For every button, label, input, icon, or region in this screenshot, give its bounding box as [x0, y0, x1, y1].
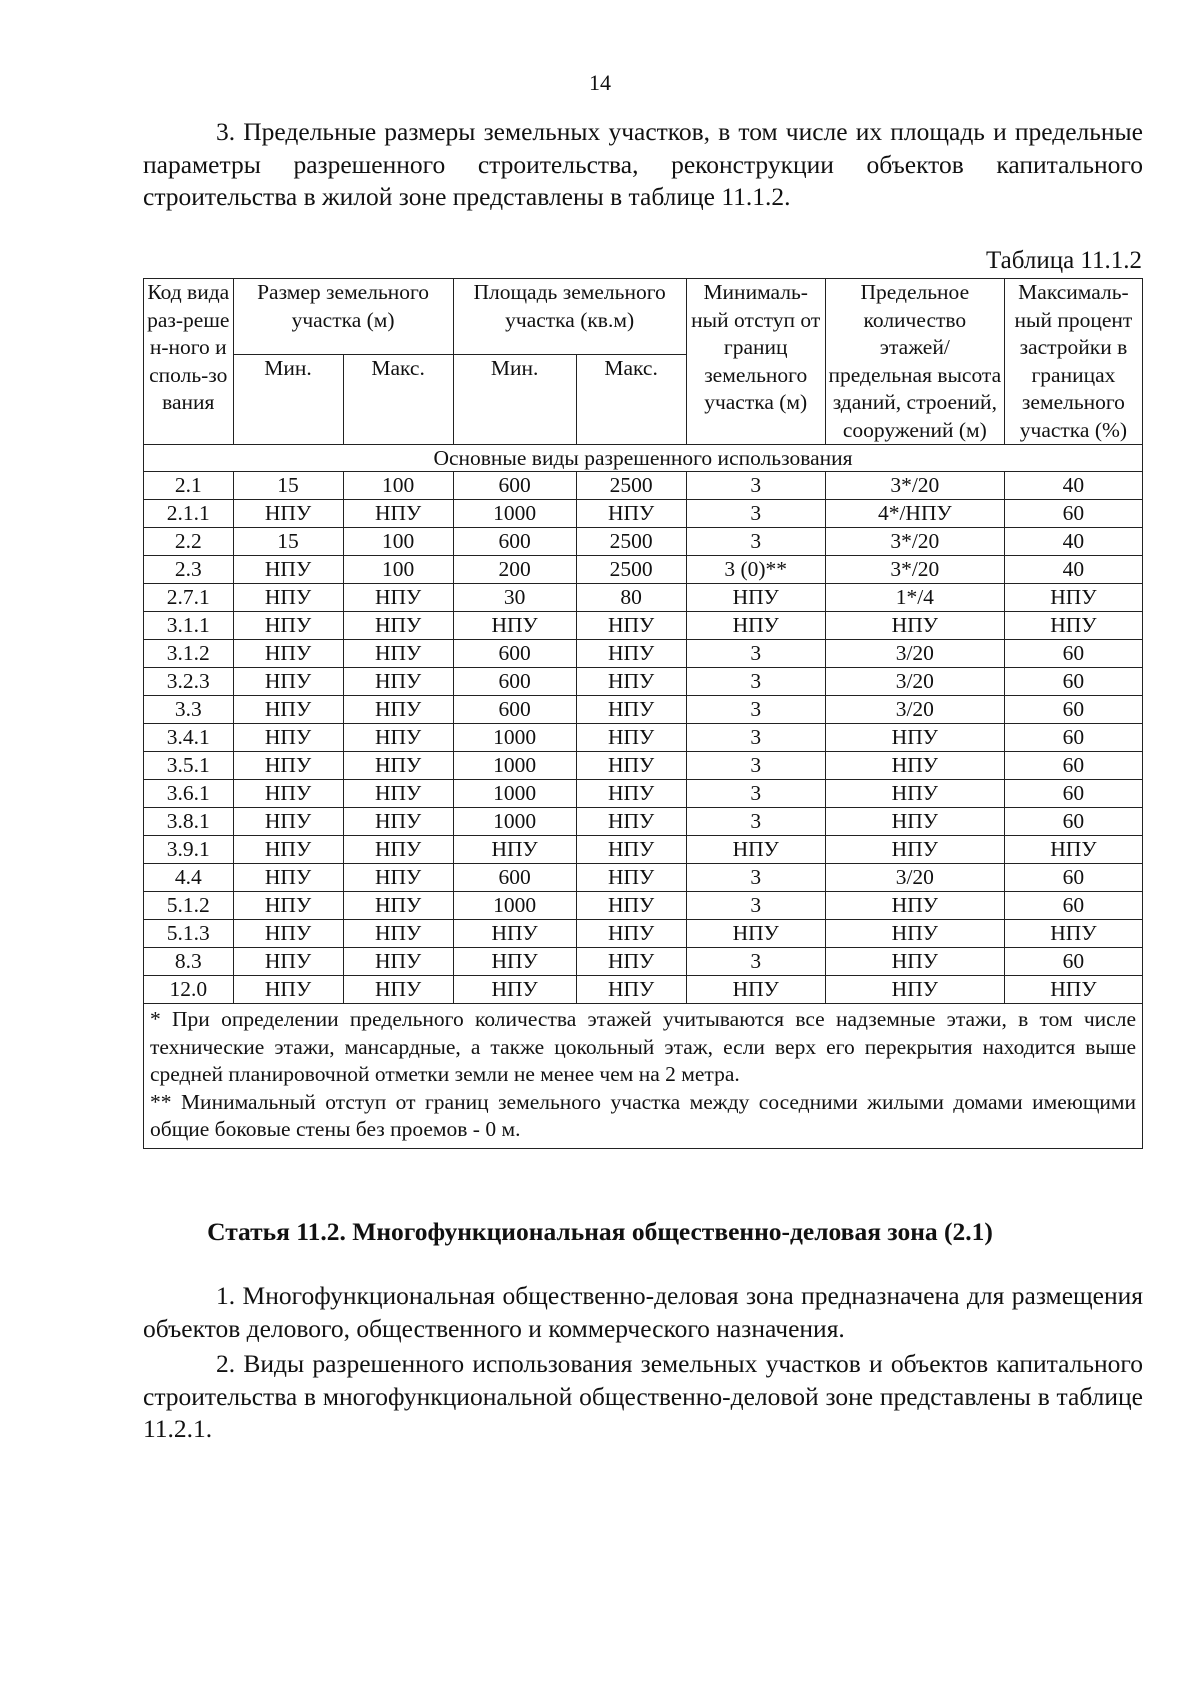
cell-floors: НПУ: [825, 948, 1004, 976]
cell-floors: 3/20: [825, 696, 1004, 724]
table-row: [144, 528, 1143, 556]
cell-coverage: 60: [1004, 808, 1142, 836]
cell-code: 3.2.3: [144, 668, 234, 696]
cell-floors: НПУ: [825, 752, 1004, 780]
cell-plot-area-min: 600: [453, 864, 576, 892]
cell-plot-area-max: НПУ: [576, 836, 686, 864]
cell-plot-area-max: НПУ: [576, 808, 686, 836]
cell-plot-size-min: 15: [233, 528, 343, 556]
cell-coverage: НПУ: [1004, 584, 1142, 612]
table-row: [144, 752, 1143, 780]
cell-setback: 3: [686, 696, 825, 724]
table-header-row: [144, 279, 1143, 355]
cell-floors: НПУ: [825, 780, 1004, 808]
table-row: [144, 976, 1143, 1004]
cell-plot-size-max: 100: [343, 472, 453, 500]
header-plot-area: Площадь земельного участка (кв.м): [453, 279, 686, 355]
page-number: 14: [589, 70, 611, 95]
cell-floors: НПУ: [825, 920, 1004, 948]
cell-floors: НПУ: [825, 836, 1004, 864]
cell-plot-size-max: НПУ: [343, 752, 453, 780]
cell-setback: 3: [686, 472, 825, 500]
cell-plot-area-min: НПУ: [453, 836, 576, 864]
cell-setback: 3 (0)**: [686, 556, 825, 584]
cell-plot-size-min: НПУ: [233, 556, 343, 584]
cell-plot-area-min: 1000: [453, 808, 576, 836]
table-row: [144, 780, 1143, 808]
cell-floors: 3/20: [825, 640, 1004, 668]
cell-plot-size-max: НПУ: [343, 612, 453, 640]
cell-plot-area-max: НПУ: [576, 612, 686, 640]
cell-setback: 3: [686, 724, 825, 752]
cell-plot-size-max: НПУ: [343, 500, 453, 528]
cell-code: 3.1.2: [144, 640, 234, 668]
cell-code: 2.7.1: [144, 584, 234, 612]
cell-code: 3.3: [144, 696, 234, 724]
cell-plot-size-min: НПУ: [233, 948, 343, 976]
cell-plot-area-min: 600: [453, 668, 576, 696]
cell-plot-area-min: 1000: [453, 724, 576, 752]
cell-plot-size-max: 100: [343, 528, 453, 556]
cell-coverage: 40: [1004, 556, 1142, 584]
table-row: [144, 640, 1143, 668]
cell-plot-size-min: НПУ: [233, 864, 343, 892]
cell-plot-area-max: 2500: [576, 472, 686, 500]
cell-code: 2.1.1: [144, 500, 234, 528]
cell-setback: 3: [686, 780, 825, 808]
cell-plot-area-max: НПУ: [576, 696, 686, 724]
cell-plot-size-max: НПУ: [343, 724, 453, 752]
cell-coverage: НПУ: [1004, 920, 1142, 948]
cell-plot-size-min: НПУ: [233, 808, 343, 836]
cell-plot-size-max: НПУ: [343, 780, 453, 808]
cell-setback: 3: [686, 752, 825, 780]
cell-plot-size-max: НПУ: [343, 920, 453, 948]
header-plot-size: Размер земельного участка (м): [233, 279, 453, 355]
article-title: Статья 11.2. Многофункциональная общественно-деловая зона (2.1): [207, 1217, 993, 1246]
note-setback: ** Минимальный отступ от границ земельного участка между соседними жилыми домами имеющими общие боковые стены без проемов - 0 м.: [150, 1089, 1136, 1141]
intro-paragraph: 3. Предельные размеры земельных участков, в том числе их площадь и предельные параметры разрешенного строительства, реконструкции объектов капитального строительства в жилой зоне представлены в таблице 11.1.2.: [143, 117, 1143, 211]
cell-plot-size-max: 100: [343, 556, 453, 584]
table-notes: [144, 1004, 1143, 1149]
cell-plot-area-min: 1000: [453, 752, 576, 780]
article-paragraph-2: 2. Виды разрешенного использования земельных участков и объектов капитального строительства в многофункциональной общественно-деловой зоне представлены в таблице 11.2.1.: [143, 1349, 1143, 1443]
cell-coverage: 60: [1004, 640, 1142, 668]
cell-floors: 3*/20: [825, 528, 1004, 556]
cell-code: 3.9.1: [144, 836, 234, 864]
cell-code: 2.2: [144, 528, 234, 556]
cell-plot-size-max: НПУ: [343, 976, 453, 1004]
cell-setback: НПУ: [686, 584, 825, 612]
cell-coverage: НПУ: [1004, 836, 1142, 864]
cell-floors: 1*/4: [825, 584, 1004, 612]
cell-plot-area-max: НПУ: [576, 668, 686, 696]
table-row: [144, 696, 1143, 724]
cell-code: 3.8.1: [144, 808, 234, 836]
cell-setback: 3: [686, 864, 825, 892]
cell-plot-area-min: 600: [453, 696, 576, 724]
cell-plot-area-max: НПУ: [576, 948, 686, 976]
table-row: [144, 584, 1143, 612]
cell-plot-size-max: НПУ: [343, 584, 453, 612]
table-row: [144, 808, 1143, 836]
cell-code: 12.0: [144, 976, 234, 1004]
cell-plot-size-min: НПУ: [233, 640, 343, 668]
cell-coverage: НПУ: [1004, 612, 1142, 640]
cell-setback: НПУ: [686, 612, 825, 640]
cell-plot-area-max: НПУ: [576, 500, 686, 528]
cell-code: 3.4.1: [144, 724, 234, 752]
cell-plot-area-max: 2500: [576, 528, 686, 556]
cell-floors: НПУ: [825, 612, 1004, 640]
cell-plot-size-max: НПУ: [343, 948, 453, 976]
notes-row: [144, 1004, 1143, 1149]
cell-coverage: НПУ: [1004, 976, 1142, 1004]
cell-plot-size-min: НПУ: [233, 836, 343, 864]
cell-setback: НПУ: [686, 920, 825, 948]
cell-code: 2.1: [144, 472, 234, 500]
header-plot-size-min: Мин.: [233, 355, 343, 445]
table-caption: Таблица 11.1.2: [986, 247, 1142, 274]
cell-floors: НПУ: [825, 892, 1004, 920]
header-plot-area-max: Макс.: [576, 355, 686, 445]
cell-plot-size-min: НПУ: [233, 668, 343, 696]
cell-plot-area-min: 1000: [453, 892, 576, 920]
table-row: [144, 612, 1143, 640]
table-row: [144, 948, 1143, 976]
cell-coverage: 60: [1004, 864, 1142, 892]
cell-setback: 3: [686, 528, 825, 556]
cell-plot-area-max: НПУ: [576, 724, 686, 752]
cell-code: 5.1.3: [144, 920, 234, 948]
cell-plot-area-max: НПУ: [576, 780, 686, 808]
cell-plot-area-min: НПУ: [453, 976, 576, 1004]
cell-plot-size-min: НПУ: [233, 780, 343, 808]
table-row: [144, 556, 1143, 584]
cell-plot-area-min: НПУ: [453, 948, 576, 976]
header-code: Код вида раз-решен-ного исполь-зования: [144, 279, 234, 445]
cell-plot-size-min: НПУ: [233, 976, 343, 1004]
cell-setback: 3: [686, 500, 825, 528]
table-row: [144, 472, 1143, 500]
cell-plot-size-max: НПУ: [343, 864, 453, 892]
cell-plot-area-max: НПУ: [576, 864, 686, 892]
note-floors: * При определении предельного количества этажей учитываются все надземные этажи, в том числе технические этажи, мансардные, а также цокольный этаж, если верх его перекрытия находится выше средней планировочной отметки земли не менее чем на 2 метра.: [150, 1007, 1136, 1086]
cell-plot-area-max: 80: [576, 584, 686, 612]
cell-code: 3.1.1: [144, 612, 234, 640]
cell-plot-size-min: НПУ: [233, 612, 343, 640]
cell-floors: 3/20: [825, 668, 1004, 696]
cell-coverage: 60: [1004, 668, 1142, 696]
cell-setback: 3: [686, 892, 825, 920]
cell-floors: НПУ: [825, 976, 1004, 1004]
cell-plot-area-max: НПУ: [576, 640, 686, 668]
table-row: [144, 920, 1143, 948]
cell-plot-area-max: НПУ: [576, 752, 686, 780]
cell-setback: 3: [686, 948, 825, 976]
cell-code: 3.5.1: [144, 752, 234, 780]
cell-plot-size-max: НПУ: [343, 836, 453, 864]
cell-plot-area-max: 2500: [576, 556, 686, 584]
cell-plot-area-max: НПУ: [576, 920, 686, 948]
cell-coverage: 60: [1004, 892, 1142, 920]
cell-plot-size-max: НПУ: [343, 668, 453, 696]
cell-floors: 3*/20: [825, 556, 1004, 584]
cell-plot-area-min: 1000: [453, 500, 576, 528]
cell-plot-area-min: 600: [453, 472, 576, 500]
cell-plot-size-max: НПУ: [343, 696, 453, 724]
cell-setback: НПУ: [686, 836, 825, 864]
header-setback: Минималь-ный отступ от границ земельного участка (м): [686, 279, 825, 445]
cell-plot-size-max: НПУ: [343, 808, 453, 836]
cell-floors: НПУ: [825, 808, 1004, 836]
cell-plot-size-min: НПУ: [233, 584, 343, 612]
cell-plot-area-max: НПУ: [576, 976, 686, 1004]
cell-setback: 3: [686, 640, 825, 668]
section-row: [144, 445, 1143, 472]
cell-code: 8.3: [144, 948, 234, 976]
cell-code: 2.3: [144, 556, 234, 584]
cell-coverage: 40: [1004, 472, 1142, 500]
cell-coverage: 40: [1004, 528, 1142, 556]
cell-plot-area-min: 30: [453, 584, 576, 612]
article-paragraph-1: 1. Многофункциональная общественно-деловая зона предназначена для размещения объектов делового, общественного и коммерческого назначения.: [143, 1281, 1143, 1343]
cell-code: 5.1.2: [144, 892, 234, 920]
cell-plot-size-min: НПУ: [233, 696, 343, 724]
cell-plot-size-min: НПУ: [233, 752, 343, 780]
header-coverage: Максималь-ный процент застройки в границах земельного участка (%): [1004, 279, 1142, 445]
cell-plot-area-min: НПУ: [453, 612, 576, 640]
cell-setback: 3: [686, 668, 825, 696]
cell-floors: 4*/НПУ: [825, 500, 1004, 528]
zoning-parameters-table: [143, 278, 1143, 1149]
cell-plot-area-min: 1000: [453, 780, 576, 808]
table-row: [144, 836, 1143, 864]
cell-plot-area-min: НПУ: [453, 920, 576, 948]
cell-plot-size-min: 15: [233, 472, 343, 500]
cell-plot-size-max: НПУ: [343, 892, 453, 920]
table-row: [144, 864, 1143, 892]
cell-setback: НПУ: [686, 976, 825, 1004]
table-row: [144, 892, 1143, 920]
cell-plot-area-min: 200: [453, 556, 576, 584]
cell-floors: НПУ: [825, 724, 1004, 752]
cell-coverage: 60: [1004, 696, 1142, 724]
cell-setback: 3: [686, 808, 825, 836]
cell-coverage: 60: [1004, 724, 1142, 752]
cell-plot-size-min: НПУ: [233, 500, 343, 528]
header-plot-area-min: Мин.: [453, 355, 576, 445]
table-row: [144, 724, 1143, 752]
cell-code: 3.6.1: [144, 780, 234, 808]
cell-plot-area-max: НПУ: [576, 892, 686, 920]
header-plot-size-max: Макс.: [343, 355, 453, 445]
cell-plot-size-max: НПУ: [343, 640, 453, 668]
cell-coverage: 60: [1004, 948, 1142, 976]
cell-coverage: 60: [1004, 500, 1142, 528]
cell-plot-size-min: НПУ: [233, 920, 343, 948]
header-floors: Предельное количество этажей/ предельная высота зданий, строений, сооружений (м): [825, 279, 1004, 445]
cell-floors: 3/20: [825, 864, 1004, 892]
cell-coverage: 60: [1004, 752, 1142, 780]
cell-floors: 3*/20: [825, 472, 1004, 500]
table-row: [144, 500, 1143, 528]
cell-coverage: 60: [1004, 780, 1142, 808]
table-row: [144, 668, 1143, 696]
section-title: Основные виды разрешенного использования: [144, 445, 1143, 472]
cell-plot-area-min: 600: [453, 640, 576, 668]
cell-code: 4.4: [144, 864, 234, 892]
cell-plot-size-min: НПУ: [233, 724, 343, 752]
cell-plot-area-min: 600: [453, 528, 576, 556]
cell-plot-size-min: НПУ: [233, 892, 343, 920]
